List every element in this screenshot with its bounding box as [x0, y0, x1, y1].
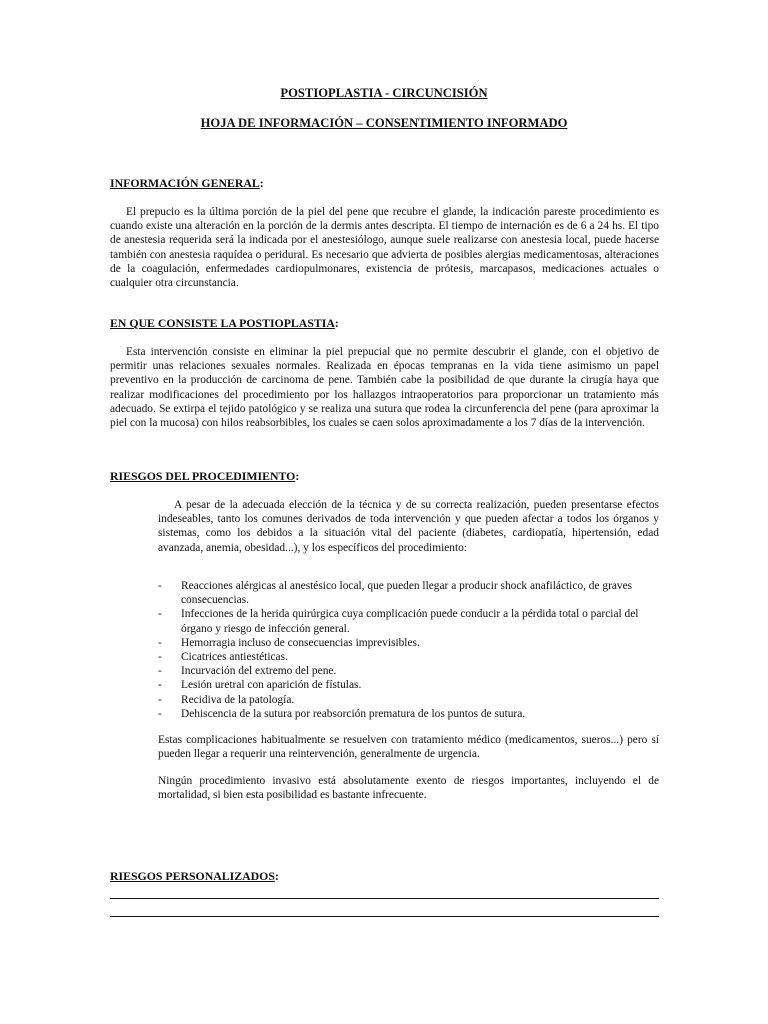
list-item — [158, 707, 659, 721]
consiste-text: Esta intervención consiste en eliminar la piel prepucial que no permite descubrir el glande, con el objetivo de permitir unas relaciones sexuales normales. Realizada en épocas tempranas en la vida tiene asimismo un papel preventivo en la producción de carcinoma de pene. También cabe la posibilidad de que durante la cirugía haya que realizar modificaciones del procedimiento por los hallazgos intraoperatorios para proporcionar un tratamiento más adecuado. Se extirpa el tejido patológico y se realiza una sutura que rodea la circunferencia del pene (para aproximar la piel con la mucosa) con hilos reabsorbibles, los cuales se caen solos aproximadamente a los 7 días de la intervención. — [110, 346, 659, 430]
section-heading-riesgos — [110, 469, 299, 483]
list-dash: - — [158, 665, 162, 678]
riesgos-intro-text: A pesar de la adecuada elección de la técnica y de su correcta realización, pueden presentarse efectos indeseables, tanto los comunes derivados de toda intervención y que pueden afectar a todos los órganos y sistemas, como los debidos a la situación vital del paciente (diabetes, cardiopatía, hipertensión, edad avanzada, anemia, obesidad...), y los específicos del procedimiento: — [158, 499, 659, 554]
risk-item-text: Lesión uretral con aparición de fístulas. — [181, 679, 362, 692]
list-dash: - — [158, 707, 162, 720]
fill-in-line[interactable] — [110, 916, 659, 917]
section-heading-riesgos-text: RIESGOS DEL PROCEDIMIENTO — [110, 469, 296, 483]
general-paragraph — [110, 205, 659, 290]
list-dash: - — [158, 651, 162, 664]
risk-item-text: Recidiva de la patología. — [181, 693, 295, 706]
list-item — [158, 650, 659, 664]
list-item — [158, 579, 659, 607]
list-dash: - — [158, 580, 162, 592]
heading-colon: : — [259, 176, 264, 190]
risk-item-text: Reacciones alérgicas al anestésico local, que pueden llegar a producir shock anafiláctico, de graves consecuencias. — [181, 580, 633, 607]
heading-colon: : — [334, 316, 339, 330]
section-heading-general-text: INFORMACIÓN GENERAL — [110, 176, 260, 190]
section-heading-personalizados-text: RIESGOS PERSONALIZADOS — [110, 869, 275, 883]
list-item — [158, 678, 659, 692]
list-dash: - — [158, 679, 162, 692]
riesgos-intro — [158, 498, 659, 555]
list-item — [158, 664, 659, 678]
section-heading-personalizados — [110, 869, 279, 883]
fill-in-line[interactable] — [110, 898, 659, 899]
closing-paragraph: Ningún procedimiento invasivo está absolutamente exento de riesgos importantes, incluyendo el de mortalidad, si bien esta posibilidad es bastante infrecuente. — [158, 775, 659, 802]
list-dash: - — [158, 636, 162, 649]
heading-colon: : — [274, 869, 279, 883]
list-dash: - — [158, 608, 162, 621]
risk-list — [158, 579, 659, 721]
risk-item-text: Incurvación del extremo del pene. — [181, 665, 337, 678]
list-item — [158, 636, 659, 650]
consiste-paragraph — [110, 345, 659, 430]
section-heading-consiste — [110, 316, 339, 330]
section-heading-consiste-text: EN QUE CONSISTE LA POSTIOPLASTIA — [110, 316, 335, 330]
heading-colon: : — [295, 469, 300, 483]
general-text: El prepucio es la última porción de la piel del pene que recubre el glande, la indicación pareste procedimiento es cuando existe una alteración en la porción de la dermis antes descripta. El tiempo de internación es de 6 a 24 hs. El tipo de anestesia requerida será la indicada por el anestesiólogo, aunque suele realizarse con anestesia local, puede hacerse también con anestesia raquídea o peridural. Es necesario que advierta de posibles alergias medicamentosas, alteraciones de la coagulación, enfermedades cardiopulmonares, existencia de prótesis, marcapasos, medicaciones actuales o cualquier otra circunstancia. — [110, 206, 659, 290]
list-dash: - — [158, 693, 162, 706]
section-heading-general — [110, 176, 264, 190]
risk-item-text: Infecciones de la herida quirúrgica cuya complicación puede conducir a la pérdida total o parcial del órgano y riesgo de infección general. — [181, 608, 639, 635]
document-title: POSTIOPLASTIA - CIRCUNCISIÓN — [280, 86, 488, 100]
list-item — [158, 693, 659, 707]
document-subtitle: HOJA DE INFORMACIÓN – CONSENTIMIENTO INFORMADO — [200, 116, 568, 130]
complications-paragraph: Estas complicaciones habitualmente se resuelven con tratamiento médico (medicamentos, sueros...) pero sí pueden llegar a requerir una reintervención, generalmente de urgencia. — [158, 734, 659, 761]
risk-item-text: Hemorragia incluso de consecuencias imprevisibles. — [181, 636, 420, 649]
list-item — [158, 607, 659, 635]
risk-item-text: Dehiscencia de la sutura por reabsorción prematura de los puntos de sutura. — [181, 707, 526, 720]
risk-item-text: Cicatrices antiestéticas. — [181, 651, 288, 664]
